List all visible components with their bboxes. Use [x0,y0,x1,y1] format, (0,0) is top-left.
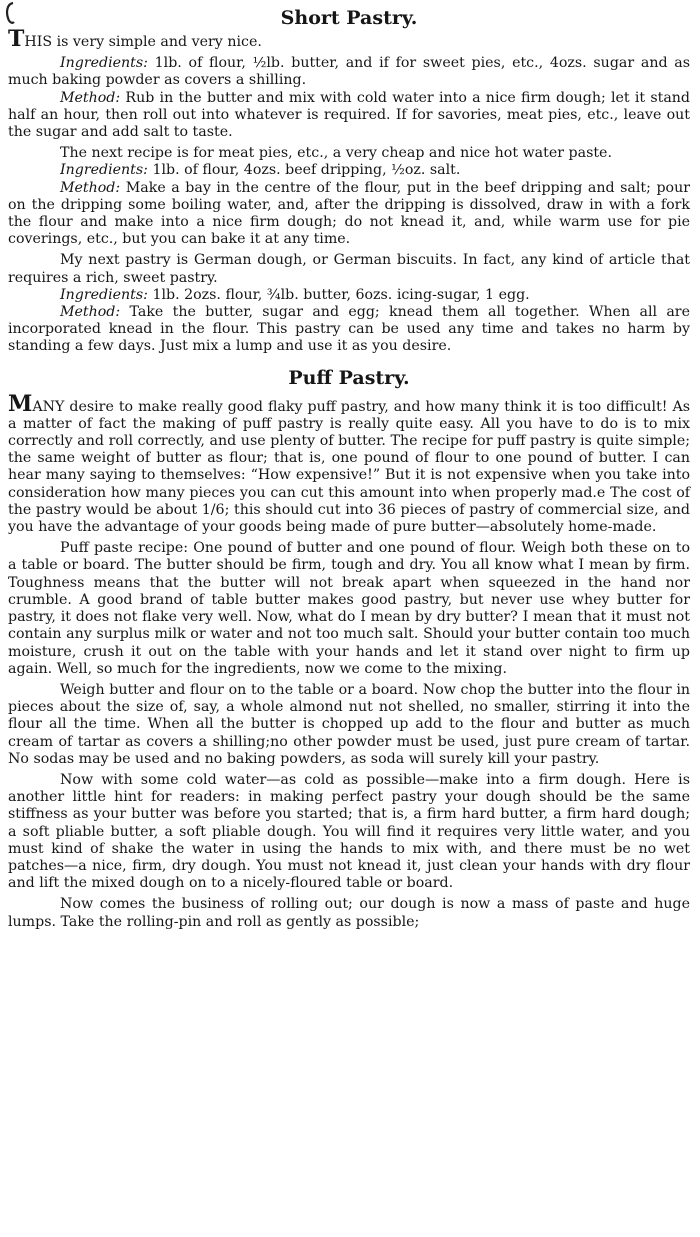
puff-recipe-paragraph: Puff paste recipe: One pound of butter and one pound of flour. Weigh both these on to a table or board. The butter should be firm, tough and dry. You all know what I mean by firm. Toughness means that the butter will not break apart when squeezed in the hand nor crumble. A good brand of table butter makes good pastry, but never use whey butter for pastry, it does not flake very well. Now, what do I mean by dry butter? I mean that it must not contain any surplus milk or water and not too much salt. Should your butter contain too much moisture, crush it out on the table with your hands and let it stand over night to firm up again. Well, so much for the ingredients, now we come to the mixing. [8,540,690,677]
ingredients-hot-water-paste: Ingredients: 1lb. of flour, 4ozs. beef dripping, ½oz. salt. [60,162,461,179]
section-title-puff-pastry: Puff Pastry. [288,366,410,389]
method-german-dough: Method: Take the butter, sugar and egg; knead them all together. When all are incorporated knead in the flour. This pastry can be used any time and takes no harm by standing a few days. Just mix a lump and use it as you desire. [8,304,690,355]
rolling-paragraph: Now comes the business of rolling out; our dough is now a mass of paste and huge lumps. Take the rolling-pin and roll as gently as possible; [8,896,690,930]
method-short-pastry: Method: Rub in the butter and mix with cold water into a nice firm dough; let it stand half an hour, then roll out into whatever is required. If for savories, meat pies, etc., leave out the sugar and add salt to taste. [8,89,691,141]
ingredients-german-dough: Ingredients: 1lb. 2ozs. flour, ¾lb. butter, 6ozs. icing-sugar, 1 egg. [60,286,530,303]
dough-paragraph: Now with some cold water—as cold as possible—make into a firm dough. Here is another little hint for readers: in making perfect pastry your dough should be the same stiffness as your butter was before you started; that is, a firm hard butter, a firm hard dough; a soft pliable butter, a soft pliable dough. You will find it requires very little water, and you must kind of shake the water in using the hands to mix with, and there must be no wet patches—a nice, firm, dry dough. You must not knead it, just clean your hands with dry flour and lift the mixed dough on to a nicely-floured table or board. [8,771,690,892]
puff-intro-paragraph: MANY desire to make really good flaky puff pastry, and how many think it is too difficult! As a matter of fact the making of puff pastry is really quite easy. All you have to do is to mix correctly and roll correctly, and use plenty of butter. The recipe for puff pastry is quite simple; the same weight of butter as flour; that is, one pound of flour to one pound of butter. I can hear many saying to themselves: “How expensive!” But it is not expensive when you take into consideration how many pieces you can cut this amount into when properly mad.e The cost of the pastry would be about 1/6; this should cut into 36 pieces of pastry of commercial size, and you have the advantage of your goods being made of pure butter—absolutely home-made. [8,390,690,536]
method-hot-water-paste: Method: Make a bay in the centre of the flour, put in the beef dripping and salt; pour on the dripping some boiling water, and, after the dripping is dissolved, draw in with a fork the flour and make into a nice firm dough; do not knead it, and, while warm use for pie coverings, etc., but you can bake it at any time. [8,179,691,248]
mixing-paragraph: Weigh butter and flour on to the table or a board. Now chop the butter into the flour in pieces about the size of, say, a whole almond nut not shelled, no smaller, stirring it into the flour all the time. When all the butter is chopped up add to the flour and butter as much cream of tartar as covers a shilling;no other powder must be used, just pure cream of tartar. No sodas may be used and no baking powders, as soda will surely kill your pastry. [8,681,690,767]
hot-water-paste-intro: The next recipe is for meat pies, etc., a very cheap and nice hot water paste. [60,145,612,162]
drop-cap-m: M [8,390,33,417]
drop-cap-t: T [8,26,25,52]
ingredients-short-pastry: Ingredients: 1lb. of flour, ½lb. butter, and if for sweet pies, etc., 4ozs. sugar and as much baking powder as covers a shilling. [8,55,690,89]
section-title-short-pastry: Short Pastry. [280,7,418,29]
german-dough-intro: My next pastry is German dough, or German biscuits. In fact, any kind of article that requires a rich, sweet pastry. [8,252,690,286]
intro-paragraph: THIS is very simple and very nice. [8,26,262,52]
ink-mark-icon [4,0,16,28]
